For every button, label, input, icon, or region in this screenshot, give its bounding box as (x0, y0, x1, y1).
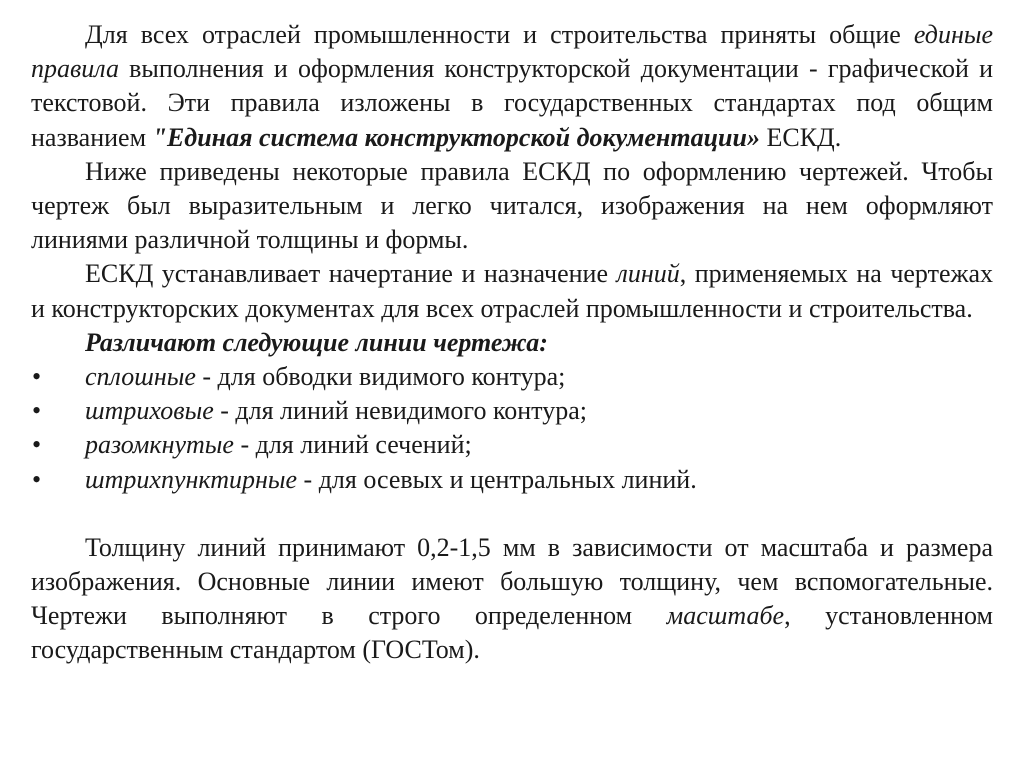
paragraph-line-purpose-text-2: , применяемых на чертежах и конструкторских документах для всех отраслей промышленности и строительства. (31, 259, 993, 323)
paragraph-intro (31, 18, 993, 155)
bullet-icon: • (32, 362, 42, 392)
line-type-term: разомкнутые (85, 430, 234, 460)
paragraph-rules-text: Ниже приведены некоторые правила ЕСКД по оформлению чертежей. Чтобы чертеж был выразительным и легко читался, изображения на нем оформляют линиями различной толщины и формы. (31, 156, 993, 255)
bullet-icon: • (32, 464, 42, 494)
line-type-term: штрихпунктирные (85, 464, 298, 494)
bullet-icon: • (32, 430, 42, 460)
list-item (31, 428, 993, 462)
line-type-term: штриховые (85, 396, 214, 426)
paragraph-rules (31, 155, 993, 258)
paragraph-thickness-text-2: , установленном государственным стандартом (ГОСТом). (31, 601, 993, 665)
paragraph-intro-text-1: Для всех отраслей промышленности и строительства приняты общие (85, 20, 914, 49)
list-item (31, 463, 993, 497)
document-page (31, 18, 993, 668)
line-type-description: - для линий невидимого контура; (213, 396, 587, 426)
line-type-description: - для осевых и центральных линий. (297, 464, 697, 494)
line-type-description: - для линий сечений; (233, 430, 472, 460)
line-type-description: - для обводки видимого контура; (195, 362, 566, 392)
line-types-heading: Различают следующие линии чертежа: (85, 327, 548, 357)
paragraph-thickness-italic-term: масштабе (666, 601, 785, 631)
line-type-term: сплошные (85, 362, 196, 392)
paragraph-intro-text-2: выполнения и оформления конструкторской документации - графической и текстовой. Эти правила изложены в государственных стандартах под общим названием (31, 54, 993, 152)
list-item (31, 360, 993, 394)
spacer (31, 497, 993, 531)
paragraph-line-purpose-text-1: ЕСКД устанавливает начертание и назначение (85, 259, 617, 289)
line-types-list (31, 360, 993, 497)
paragraph-thickness-text-1: Толщину линий принимают 0,2-1,5 мм в зависимости от масштаба и размера изображения. Основные линии имеют большую толщину, чем вспомогательные. Чертежи выполняют в строго определенном (31, 532, 993, 631)
paragraph-intro-eskd-title: "Единая система конструкторской документации» (152, 122, 760, 152)
paragraph-intro-italic-term: единые правила (31, 20, 993, 84)
bullet-icon: • (32, 396, 42, 426)
list-item (31, 394, 993, 428)
paragraph-intro-text-3: ЕСКД. (759, 122, 842, 152)
paragraph-thickness (31, 531, 993, 668)
paragraph-line-purpose-italic-term: линий (616, 259, 680, 289)
paragraph-line-purpose (31, 257, 993, 325)
